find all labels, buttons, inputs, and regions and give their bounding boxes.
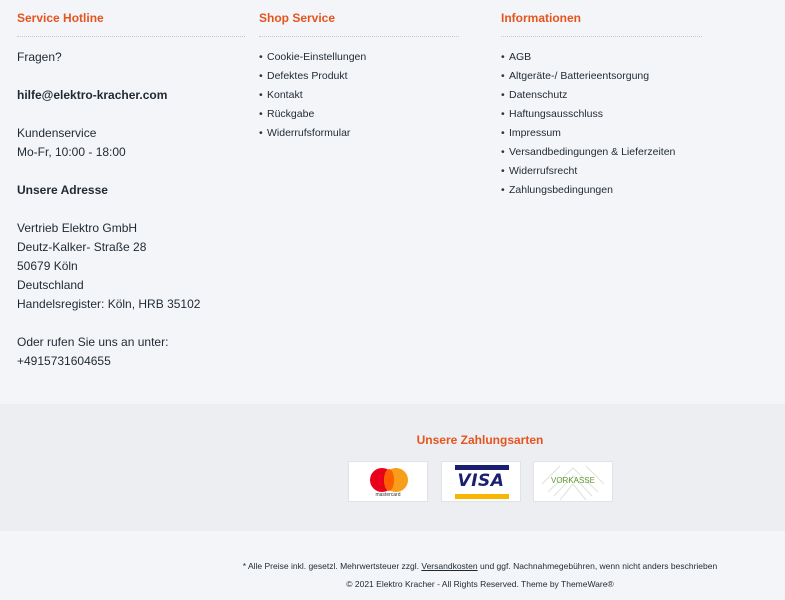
info-link-shipping[interactable]: Versandbedingungen & Lieferzeiten — [509, 146, 676, 158]
information-column — [501, 12, 702, 200]
payment-methods-section — [0, 404, 785, 531]
shipping-costs-link[interactable]: Versandkosten — [421, 561, 478, 571]
hotline-question: Fragen? — [17, 50, 62, 64]
shop-service-column — [259, 12, 459, 143]
address-line: Handelsregister: Köln, HRB 35102 — [17, 297, 201, 311]
bullet-icon: • — [501, 51, 505, 63]
info-link-agb[interactable]: AGB — [509, 51, 532, 63]
mastercard-badge — [348, 461, 428, 502]
column-divider — [17, 36, 245, 37]
service-hotline-title: Service Hotline — [17, 11, 104, 25]
column-divider — [259, 36, 459, 37]
list-item — [501, 143, 702, 162]
vorkasse-badge — [533, 461, 613, 502]
bullet-icon: • — [501, 108, 505, 120]
bullet-icon: • — [259, 89, 263, 101]
address-line: Deutz-Kalker- Straße 28 — [17, 240, 147, 254]
bullet-icon: • — [501, 184, 505, 196]
price-note-prefix: * Alle Preise inkl. gesetzl. Mehrwertsteuer zzgl. — [242, 561, 419, 571]
price-note-suffix: und ggf. Nachnahmegebühren, wenn nicht anders beschrieben — [479, 561, 718, 571]
call-label: Oder rufen Sie uns an unter: — [17, 335, 169, 349]
info-link-disclaimer[interactable]: Haftungsausschluss — [509, 108, 603, 120]
bullet-icon: • — [259, 108, 263, 120]
bullet-icon: • — [501, 146, 505, 158]
shop-service-title: Shop Service — [259, 11, 336, 25]
list-item — [259, 105, 459, 124]
information-list — [501, 48, 702, 200]
vorkasse-label: VORKASSE — [550, 476, 595, 485]
information-title: Informationen — [501, 11, 581, 25]
column-divider — [501, 36, 702, 37]
mastercard-logo-icon — [370, 468, 408, 492]
info-link-imprint[interactable]: Impressum — [509, 127, 561, 139]
service-hotline-column — [17, 12, 245, 371]
shop-link-contact[interactable]: Kontakt — [267, 89, 303, 101]
visa-badge — [441, 461, 521, 502]
bullet-icon: • — [259, 51, 263, 63]
list-item — [501, 86, 702, 105]
bullet-icon: • — [501, 70, 505, 82]
info-link-withdrawal-right[interactable]: Widerrufsrecht — [509, 165, 578, 177]
customer-service-hours: Mo-Fr, 10:00 - 18:00 — [17, 145, 126, 159]
visa-stripe — [455, 465, 509, 470]
phone-link[interactable]: +4915731604655 — [17, 354, 111, 368]
bullet-icon: • — [259, 127, 263, 139]
hotline-email-link[interactable]: hilfe@elektro-kracher.com — [17, 88, 168, 102]
info-link-disposal[interactable]: Altgeräte-/ Batterieentsorgung — [509, 70, 650, 82]
list-item — [259, 124, 459, 143]
address-line: Deutschland — [17, 278, 84, 292]
bullet-icon: • — [259, 70, 263, 82]
shop-link-defective-product[interactable]: Defektes Produkt — [267, 70, 348, 82]
list-item — [259, 67, 459, 86]
list-item — [501, 67, 702, 86]
address-title: Unsere Adresse — [17, 183, 108, 197]
mastercard-label: mastercard — [375, 492, 401, 498]
copyright: © 2021 Elektro Kracher - All Rights Reserved. Theme by ThemeWare® — [346, 579, 614, 589]
payment-methods-title: Unsere Zahlungsarten — [416, 433, 544, 447]
shop-service-list — [259, 48, 459, 143]
info-link-privacy[interactable]: Datenschutz — [509, 89, 568, 101]
shop-link-withdrawal-form[interactable]: Widerrufsformular — [267, 127, 351, 139]
list-item — [501, 162, 702, 181]
address-line: 50679 Köln — [17, 259, 78, 273]
customer-service-label: Kundenservice — [17, 126, 97, 140]
shop-link-return[interactable]: Rückgabe — [267, 108, 315, 120]
list-item — [501, 105, 702, 124]
shop-link-cookie-settings[interactable]: Cookie-Einstellungen — [267, 51, 367, 63]
bullet-icon: • — [501, 165, 505, 177]
bullet-icon: • — [501, 89, 505, 101]
address-line: Vertrieb Elektro GmbH — [17, 221, 138, 235]
price-note — [0, 561, 785, 571]
bullet-icon: • — [501, 127, 505, 139]
list-item — [501, 124, 702, 143]
list-item — [501, 181, 702, 200]
visa-stripe — [455, 494, 509, 499]
list-item — [501, 48, 702, 67]
list-item — [259, 86, 459, 105]
list-item — [259, 48, 459, 67]
visa-label: VISA — [457, 471, 505, 491]
info-link-payment-terms[interactable]: Zahlungsbedingungen — [509, 184, 613, 196]
